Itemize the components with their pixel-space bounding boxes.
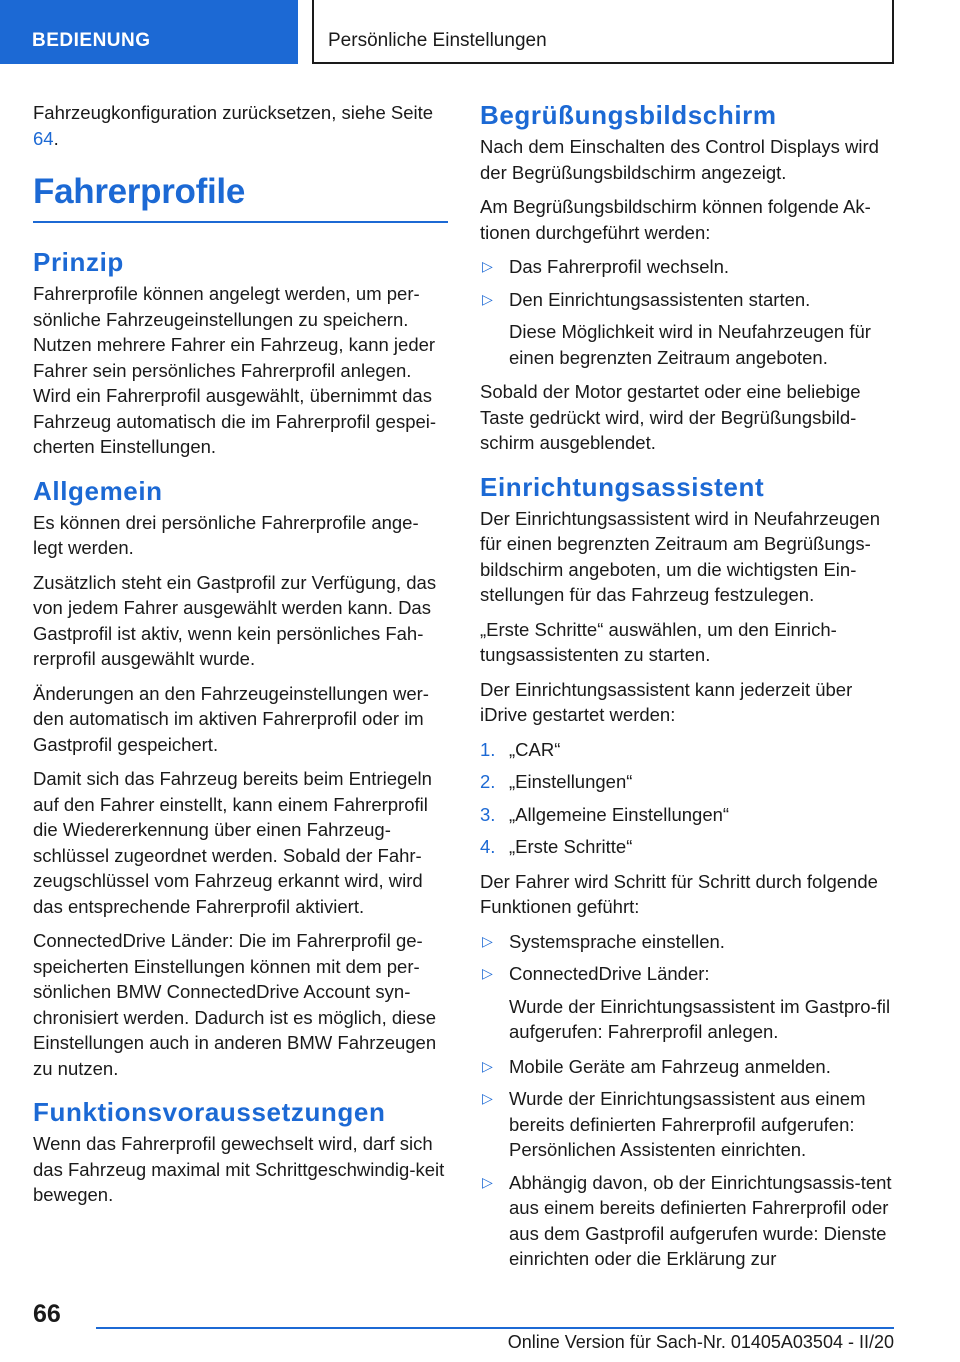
- einrichtung-paragraph-1: Der Einrichtungsassistent wird in Neufahrzeugen für einen begrenzten Zeitraum am Begrüßungs-bildschirm angeboten, um die wichtigsten Ein-stellungen für das Fahrzeug festzulegen.: [480, 507, 881, 605]
- list-item: ▷ Wurde der Einrichtungsassistent aus einem bereits definierten Fahrerprofil aufgerufen: Persönlichen Assistenten einrichten.: [482, 1088, 866, 1160]
- footer-divider: [96, 1327, 894, 1329]
- triangle-right-outline-icon: ▷: [482, 1090, 493, 1106]
- triangle-right-outline-icon: ▷: [482, 932, 493, 949]
- step-item: 2. „Einstellungen“: [480, 771, 633, 792]
- list-item: ▷ Systemsprache einstellen.: [480, 929, 898, 955]
- list-item: ▷ Abhängig davon, ob der Einrichtungsassis-tent aus einem bereits definierten Fahrerprofil oder aus dem Gastprofil aufgerufen wurde: Dienste einrichten oder die Erklärung zur: [482, 1171, 892, 1269]
- triangle-right-outline-icon: ▷: [482, 290, 493, 307]
- triangle-right-outline-icon: ▷: [482, 1173, 493, 1190]
- heading-funktionsvoraussetzungen: Funktionsvoraussetzungen: [33, 1097, 386, 1127]
- page-number: 66: [33, 1300, 61, 1328]
- functions-list: [480, 929, 898, 987]
- step-item: 1. „CAR“: [480, 738, 561, 760]
- heading-prinzip: Prinzip: [33, 247, 124, 277]
- intro-paragraph: [33, 100, 448, 151]
- intro-text: Fahrzeugkonfiguration zurücksetzen, siehe Seite: [33, 102, 434, 123]
- allgemein-paragraph-4: Damit sich das Fahrzeug bereits beim Entriegeln auf den Fahrer einstellt, kann einem Fahrerprofil die Wiedererkennung über einen Fahrzeug-schlüssel zugeordnet werden. Sobald der Fahr-zeugschlüssel vom Fahrzeug erkannt wird, wird das entsprechende Fahrerprofil aktiviert.: [33, 768, 432, 917]
- list-item: ▷ Den Einrichtungsassistenten starten.: [480, 287, 898, 313]
- heading-begruessungsbildschirm: Begrüßungsbildschirm: [480, 100, 777, 130]
- heading-einrichtungsassistent: Einrichtungsassistent: [480, 471, 765, 502]
- begruessung-paragraph-1: Nach dem Einschalten des Control Displays wird der Begrüßungsbildschirm angezeigt.: [480, 136, 879, 183]
- list-item: ▷ Mobile Geräte am Fahrzeug anmelden.: [480, 1054, 898, 1080]
- step-item: 3. „Allgemeine Einstellungen“: [480, 803, 730, 825]
- left-column: [33, 100, 448, 1217]
- chapter-title: Persönliche Einstellungen: [312, 0, 894, 64]
- begruessung-paragraph-3: Sobald der Motor gestartet oder eine beliebige Taste gedrückt wird, wird der Begrüßungsbild-schirm ausgeblendet.: [480, 381, 861, 453]
- einrichtung-paragraph-3: Der Einrichtungsassistent kann jederzeit über iDrive gestartet werden:: [480, 678, 853, 725]
- list-item: ▷ Das Fahrerprofil wechseln.: [480, 254, 898, 280]
- page-link[interactable]: 64: [33, 127, 54, 149]
- triangle-right-outline-icon: ▷: [482, 258, 493, 274]
- intro-end: .: [53, 127, 59, 149]
- steps-list: [480, 737, 898, 860]
- functions-list-2: [480, 1054, 898, 1272]
- begruessung-paragraph-2: Am Begrüßungsbildschirm können folgende Ak-tionen durchgeführt werden:: [480, 196, 871, 243]
- funktion-paragraph: Wenn das Fahrerprofil gewechselt wird, darf sich das Fahrzeug maximal mit Schrittgeschwindig-keit bewegen.: [33, 1133, 445, 1205]
- section-tab: BEDIENUNG: [0, 0, 298, 64]
- heading-allgemein: Allgemein: [33, 475, 163, 506]
- step-item: 4. „Erste Schritte“: [480, 836, 633, 857]
- bullet-subtext: Wurde der Einrichtungsassistent im Gastpro-fil aufgerufen: Fahrerprofil anlegen.: [509, 995, 891, 1042]
- footer-text: Online Version für Sach-Nr. 01405A03504 - II/20: [507, 1332, 894, 1352]
- triangle-right-outline-icon: ▷: [482, 1057, 493, 1074]
- einrichtung-paragraph-4: Der Fahrer wird Schritt für Schritt durch folgende Funktionen geführt:: [480, 870, 878, 917]
- page-heading: Fahrerprofile: [33, 173, 448, 223]
- triangle-right-outline-icon: ▷: [482, 965, 493, 981]
- prinzip-paragraph: Fahrerprofile können angelegt werden, um per-sönliche Fahrzeugeinstellungen zu speichern. Nutzen mehrere Fahrer ein Fahrzeug, kann jeder Fahrer sein persönliches Fahrerprofil anlegen. Wird ein Fahrerprofil ausgewählt, übernimmt das Fahrzeug automatisch die im Fahrerprofil gespei-cherten Einstellungen.: [33, 283, 437, 457]
- begruessung-list: [480, 254, 898, 312]
- allgemein-paragraph-1: Es können drei persönliche Fahrerprofile ange-legt werden.: [33, 511, 419, 558]
- einrichtung-paragraph-2: „Erste Schritte“ auswählen, um den Einrich-tungsassistenten zu starten.: [480, 618, 837, 665]
- bullet-subtext: Diese Möglichkeit wird in Neufahrzeugen für einen begrenzten Zeitraum angeboten.: [509, 321, 871, 368]
- allgemein-paragraph-5: ConnectedDrive Länder: Die im Fahrerprofil ge-speicherten Einstellungen können mit dem per-sönlichen BMW ConnectedDrive Account syn-chronisiert werden. Dadurch ist es möglich, diese Einstellungen auch in anderen BMW Fahrzeugen zu nutzen.: [33, 930, 437, 1079]
- allgemein-paragraph-3: Änderungen an den Fahrzeugeinstellungen wer-den automatisch im aktiven Fahrerprofil oder im Gastprofil gespeichert.: [33, 682, 429, 755]
- list-item: ▷ ConnectedDrive Länder:: [480, 961, 898, 987]
- right-column: [480, 100, 898, 1281]
- allgemein-paragraph-2: Zusätzlich steht ein Gastprofil zur Verfügung, das von jedem Fahrer ausgewählt werden kann. Das Gastprofil ist aktiv, wenn kein persönliches Fah-rerprofil ausgewählt wurde.: [33, 571, 437, 669]
